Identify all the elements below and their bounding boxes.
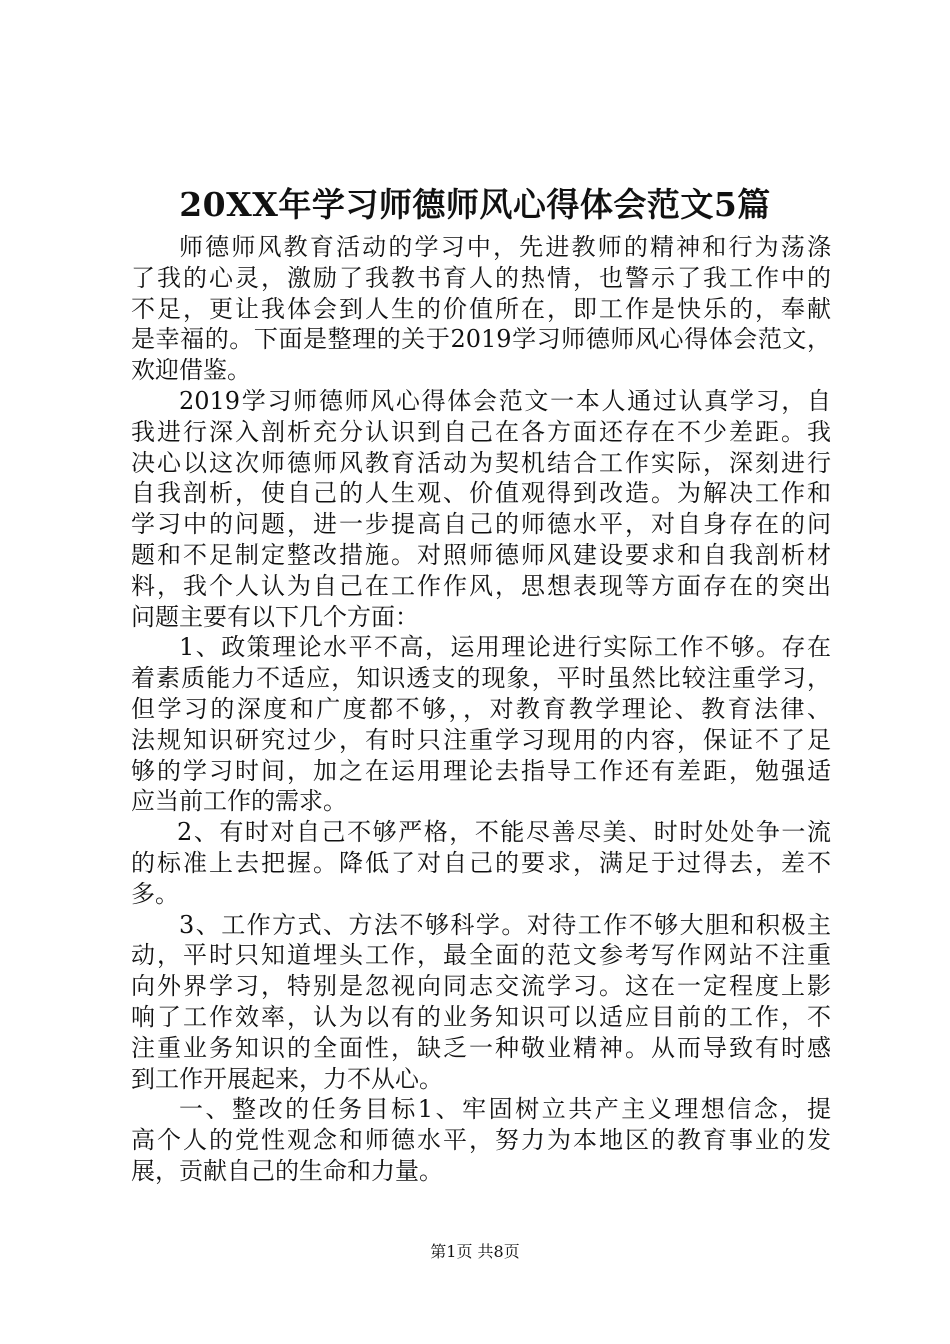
document-body	[131, 232, 831, 1187]
text-line: 欢迎借鉴。	[131, 356, 251, 385]
text-line: 注重业务知识的全面性，缺乏一种敬业精神。从而导致有时感	[131, 1033, 831, 1062]
text-line: 到工作开展起来，力不从心。	[131, 1064, 443, 1093]
text-line: 了我的心灵，激励了我教书育人的热情，也警示了我工作中的	[131, 263, 831, 292]
text-line: 的标准上去把握。降低了对自己的要求，满足于过得去，差不	[131, 848, 831, 877]
text-line: 高个人的党性观念和师德水平，努力为本地区的教育事业的发	[131, 1126, 831, 1155]
text-line: 不足，更让我体会到人生的价值所在，即工作是快乐的，奉献	[131, 294, 831, 323]
text-line: 3、工作方式、方法不够科学。对待工作不够大胆和积极主	[179, 910, 831, 939]
text-line: 问题主要有以下几个方面：	[131, 602, 419, 631]
text-line: 是幸福的。下面是整理的关于2019学习师德师风心得体会范文，	[131, 325, 831, 354]
text-line: 着素质能力不适应，知识透支的现象，平时虽然比较注重学习，	[131, 664, 831, 693]
text-line: 2、有时对自己不够严格，不能尽善尽美、时时处处争一流	[177, 818, 831, 847]
text-line: 响了工作效率，认为以有的业务知识可以适应目前的工作，不	[131, 1002, 831, 1031]
text-line: 料，我个人认为自己在工作作风，思想表现等方面存在的突出	[131, 571, 831, 600]
text-line: 学习中的问题，进一步提高自己的师德水平，对自身存在的问	[131, 510, 831, 539]
text-line: 向外界学习，特别是忽视向同志交流学习。这在一定程度上影	[131, 972, 831, 1001]
text-line: 决心以这次师德师风教育活动为契机结合工作实际，深刻进行	[131, 448, 831, 477]
page-indicator: 第1页 共8页	[430, 1242, 520, 1261]
text-line: 展，贡献自己的生命和力量。	[131, 1156, 443, 1185]
text-line: 1、政策理论水平不高，运用理论进行实际工作不够。存在	[179, 633, 831, 662]
text-line: 但学习的深度和广度都不够，，对教育教学理论、教育法律、	[131, 694, 831, 723]
document-title: 20XX年学习师德师风心得体会范文5篇	[179, 185, 771, 224]
text-line: 应当前工作的需求。	[131, 787, 347, 816]
text-line: 我进行深入剖析充分认识到自己在各方面还存在不少差距。我	[131, 417, 831, 446]
text-line: 法规知识研究过少，有时只注重学习现用的内容，保证不了足	[131, 725, 831, 754]
text-line: 一、整改的任务目标1、牢固树立共产主义理想信念，提	[179, 1095, 831, 1124]
text-line: 自我剖析，使自己的人生观、价值观得到改造。为解决工作和	[131, 479, 831, 508]
text-line: 动，平时只知道埋头工作，最全面的范文参考写作网站不注重	[131, 941, 831, 970]
text-line: 题和不足制定整改措施。对照师德师风建设要求和自我剖析材	[131, 540, 831, 569]
text-line: 2019学习师德师风心得体会范文一本人通过认真学习，自	[179, 386, 831, 415]
text-line: 够的学习时间，加之在运用理论去指导工作还有差距，勉强适	[131, 756, 831, 785]
text-line: 师德师风教育活动的学习中，先进教师的精神和行为荡涤	[179, 233, 831, 261]
text-line: 多。	[131, 879, 179, 908]
page-footer	[0, 1242, 950, 1262]
